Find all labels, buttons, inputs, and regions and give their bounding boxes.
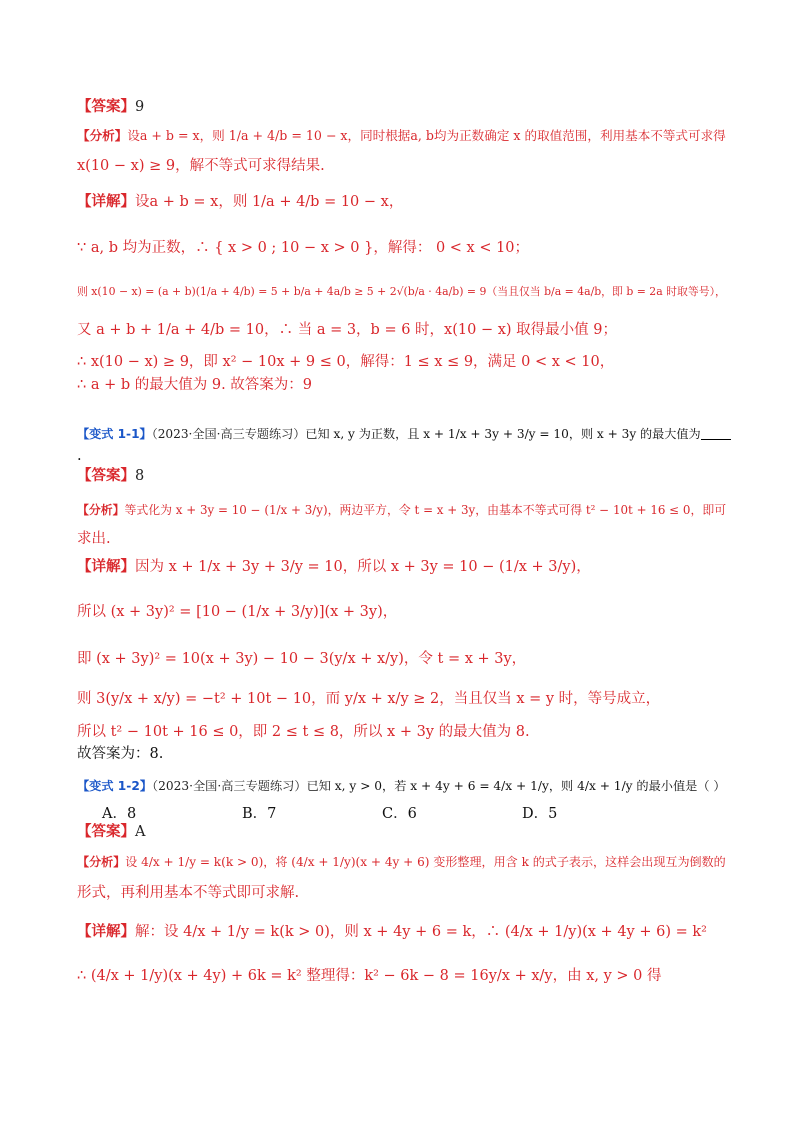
detail-text: ∴ a + b 的最大值为 9. 故答案为：9 <box>77 377 313 393</box>
detail-tag: 【详解】 <box>77 559 135 575</box>
analysis-tag: 【分析】 <box>77 503 125 517</box>
detail-line-3 <box>77 282 740 302</box>
detail-text: 因为 x + 1/x + 3y + 3/y = 10，所以 x + 3y = 10 − (1/x + 3/y)， <box>135 559 591 575</box>
analysis-line-1 <box>77 500 740 520</box>
detail-text: 故答案为：8. <box>77 746 164 762</box>
answer-value: 8 <box>135 468 145 484</box>
variant-tag: 【变式 1-1】 <box>77 427 152 441</box>
analysis-text: 设a + b = x，则 1/a + 4/b = 10 − x，同时根据a, b均为正数确定 x 的取值范围，利用基本不等式可求得 <box>127 128 726 143</box>
answer-tag: 【答案】 <box>77 468 135 484</box>
variant-source: （2023·全国·高三专题练习） <box>151 427 306 441</box>
detail-text: ∵ a, b 均为正数，∴ { x > 0 ; 10 − x > 0 }，解得： 0 < x < 10； <box>77 240 530 256</box>
detail-tag: 【详解】 <box>77 924 135 940</box>
detail-text: 则 3(y/x + x/y) = −t² + 10t − 10，而 y/x + x/y ≥ 2，当且仅当 x = y 时，等号成立， <box>77 691 661 707</box>
option-d: D．5 <box>522 806 558 822</box>
analysis-line-2 <box>77 883 740 903</box>
analysis-line-2 <box>77 156 740 176</box>
detail-line-5 <box>77 352 740 372</box>
answer-value: 9 <box>135 99 145 115</box>
option-b: B．7 <box>242 806 277 822</box>
detail-line-1 <box>77 557 740 577</box>
variant-question: 已知 x, y > 0，若 x + 4y + 6 = 4/x + 1/y，则 4/x + 1/y 的最小值是（ ） <box>306 779 726 793</box>
detail-line-1 <box>77 192 740 212</box>
answer-tag: 【答案】 <box>77 824 135 840</box>
detail-tag: 【详解】 <box>77 194 135 210</box>
detail-text: 则 x(10 − x) = (a + b)(1/a + 4/b) = 5 + b/a + 4a/b ≥ 5 + 2√(b/a · 4a/b) = 9（当且仅当 b/a = 4a/b，即 b = 2a 时取等号）， <box>77 285 726 298</box>
variant-question: 已知 x, y 为正数，且 x + 1/x + 3y + 3/y = 10，则 x + 3y 的最大值为 <box>305 427 701 441</box>
option-c: C．6 <box>382 806 417 822</box>
analysis-text: 求出. <box>77 531 111 547</box>
question-trail: . <box>77 448 82 464</box>
detail-line-3 <box>77 649 740 669</box>
answer-line <box>77 822 740 842</box>
detail-text: 解：设 4/x + 1/y = k(k > 0)，则 x + 4y + 6 = k，∴ (4/x + 1/y)(x + 4y + 6) = k² <box>135 924 707 940</box>
detail-line-4 <box>77 689 740 709</box>
variant-tag: 【变式 1-2】 <box>77 779 153 793</box>
variant-1-2-question <box>77 776 740 796</box>
analysis-text: 设 4/x + 1/y = k(k > 0)，将 (4/x + 1/y)(x + 4y + 6) 变形整理，用含 k 的式子表示，这样会出现互为倒数的 <box>125 855 726 869</box>
analysis-tag: 【分析】 <box>77 855 126 869</box>
analysis-tag: 【分析】 <box>77 128 128 143</box>
analysis-line-1 <box>77 852 740 872</box>
detail-line-1 <box>77 922 740 942</box>
analysis-line-1 <box>77 126 740 146</box>
variant-1-1-question <box>77 424 740 444</box>
answer-blank <box>701 425 731 440</box>
answer-line <box>77 97 740 117</box>
analysis-text: x(10 − x) ≥ 9，解不等式可求得结果. <box>77 158 325 174</box>
variant-source: （2023·全国·高三专题练习） <box>152 779 307 793</box>
detail-line-2 <box>77 602 740 622</box>
detail-text: 即 (x + 3y)² = 10(x + 3y) − 10 − 3(y/x + x/y)，令 t = x + 3y， <box>77 651 527 667</box>
detail-text: ∴ x(10 − x) ≥ 9，即 x² − 10x + 9 ≤ 0，解得：1 ≤ x ≤ 9，满足 0 < x < 10， <box>77 354 615 370</box>
options-row <box>102 804 740 824</box>
analysis-text: 等式化为 x + 3y = 10 − (1/x + 3/y)，两边平方，令 t = x + 3y，由基本不等式可得 t² − 10t + 16 ≤ 0，即可 <box>124 503 727 517</box>
variant-1-1-trail <box>77 446 740 466</box>
detail-text: ∴ (4/x + 1/y)(x + 4y) + 6k = k² 整理得：k² − 6k − 8 = 16y/x + x/y，由 x, y > 0 得 <box>77 968 662 984</box>
detail-line-6 <box>77 375 740 395</box>
answer-value: A <box>135 824 146 840</box>
detail-text: 所以 t² − 10t + 16 ≤ 0，即 2 ≤ t ≤ 8，所以 x + 3y 的最大值为 8. <box>77 724 530 740</box>
analysis-text: 形式，再利用基本不等式即可求解. <box>77 885 300 901</box>
detail-line-6 <box>77 744 740 764</box>
detail-line-4 <box>77 320 740 340</box>
detail-text: 设a + b = x，则 1/a + 4/b = 10 − x， <box>135 194 404 210</box>
detail-text: 所以 (x + 3y)² = [10 − (1/x + 3/y)](x + 3y)， <box>77 604 398 620</box>
detail-line-2 <box>77 238 740 258</box>
detail-text: 又 a + b + 1/a + 4/b = 10，∴ 当 a = 3，b = 6 时，x(10 − x) 取得最小值 9； <box>77 322 617 338</box>
detail-line-5 <box>77 722 740 742</box>
detail-line-2 <box>77 966 740 986</box>
answer-line <box>77 466 740 486</box>
option-a: A．8 <box>102 806 137 822</box>
answer-tag: 【答案】 <box>77 99 135 115</box>
analysis-line-2 <box>77 529 740 549</box>
